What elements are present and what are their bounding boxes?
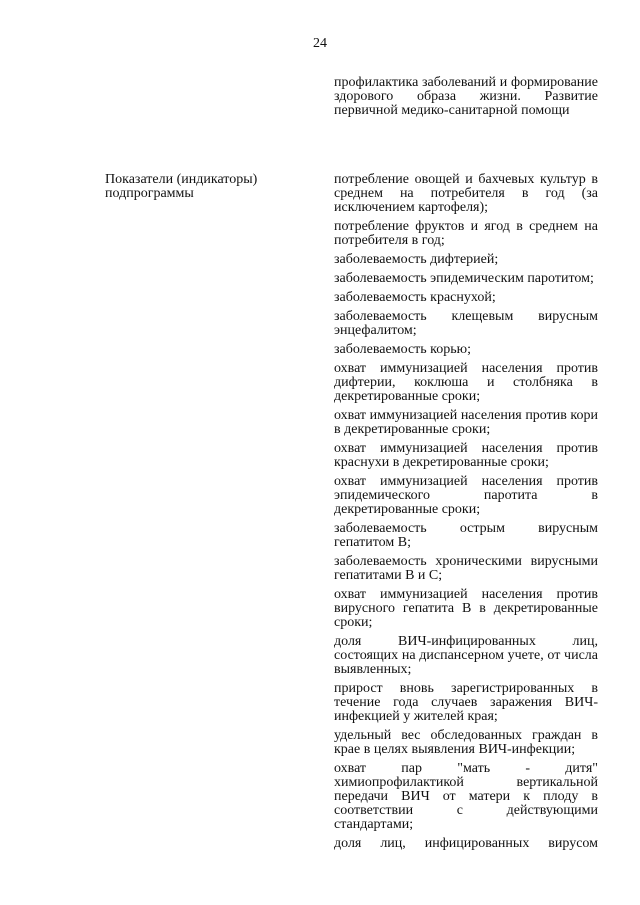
indicator-item: удельный вес обследованных граждан в крае в целях выявления ВИЧ-инфекции; [334, 728, 598, 757]
indicator-list [334, 173, 598, 856]
indicator-item: охват иммунизацией населения против эпидемического паротита в декретированные сроки; [334, 474, 598, 517]
indicator-item: заболеваемость эпидемическим паротитом; [334, 271, 594, 286]
indicator-item: заболеваемость краснухой; [334, 290, 496, 305]
indicator-item: охват иммунизацией населения против краснухи в декретированные сроки; [334, 441, 598, 470]
indicator-item: охват иммунизацией населения против вирусного гепатита В в декретированные сроки; [334, 587, 598, 630]
indicator-item: заболеваемость клещевым вирусным энцефалитом; [334, 309, 598, 338]
indicator-item: охват иммунизацией населения против кори в декретированные сроки; [334, 408, 598, 437]
indicator-item: заболеваемость дифтерией; [334, 252, 499, 267]
indicator-item: доля ВИЧ-инфицированных лиц, состоящих на диспансерном учете, от числа выявленных; [334, 634, 598, 677]
indicator-item: доля лиц, инфицированных вирусом [334, 836, 598, 851]
indicator-item: заболеваемость корью; [334, 342, 471, 357]
indicator-item: прирост вновь зарегистрированных в течение года случаев заражения ВИЧ-инфекцией у жителей края; [334, 681, 598, 724]
indicator-item: потребление овощей и бахчевых культур в среднем на потребителя в год (за исключением картофеля); [334, 172, 598, 215]
page-number: 24 [313, 36, 327, 51]
indicator-item: потребление фруктов и ягод в среднем на потребителя в год; [334, 219, 598, 248]
indicator-item: охват пар "мать - дитя" химиопрофилактикой вертикальной передачи ВИЧ от матери к плоду в соответствии с действующими стандартами; [334, 761, 598, 832]
indicator-item: заболеваемость хроническими вирусными гепатитами В и С; [334, 554, 598, 583]
indicator-item: охват иммунизацией населения против дифтерии, коклюша и столбняка в декретированные сроки; [334, 361, 598, 404]
section-label-indicators: Показатели (индикаторы) подпрограммы [105, 172, 258, 201]
indicator-item: заболеваемость острым вирусным гепатитом В; [334, 521, 598, 550]
subprogram-title-continuation: профилактика заболеваний и формирование здорового образа жизни. Развитие первичной медико-санитарной помощи [334, 75, 598, 118]
